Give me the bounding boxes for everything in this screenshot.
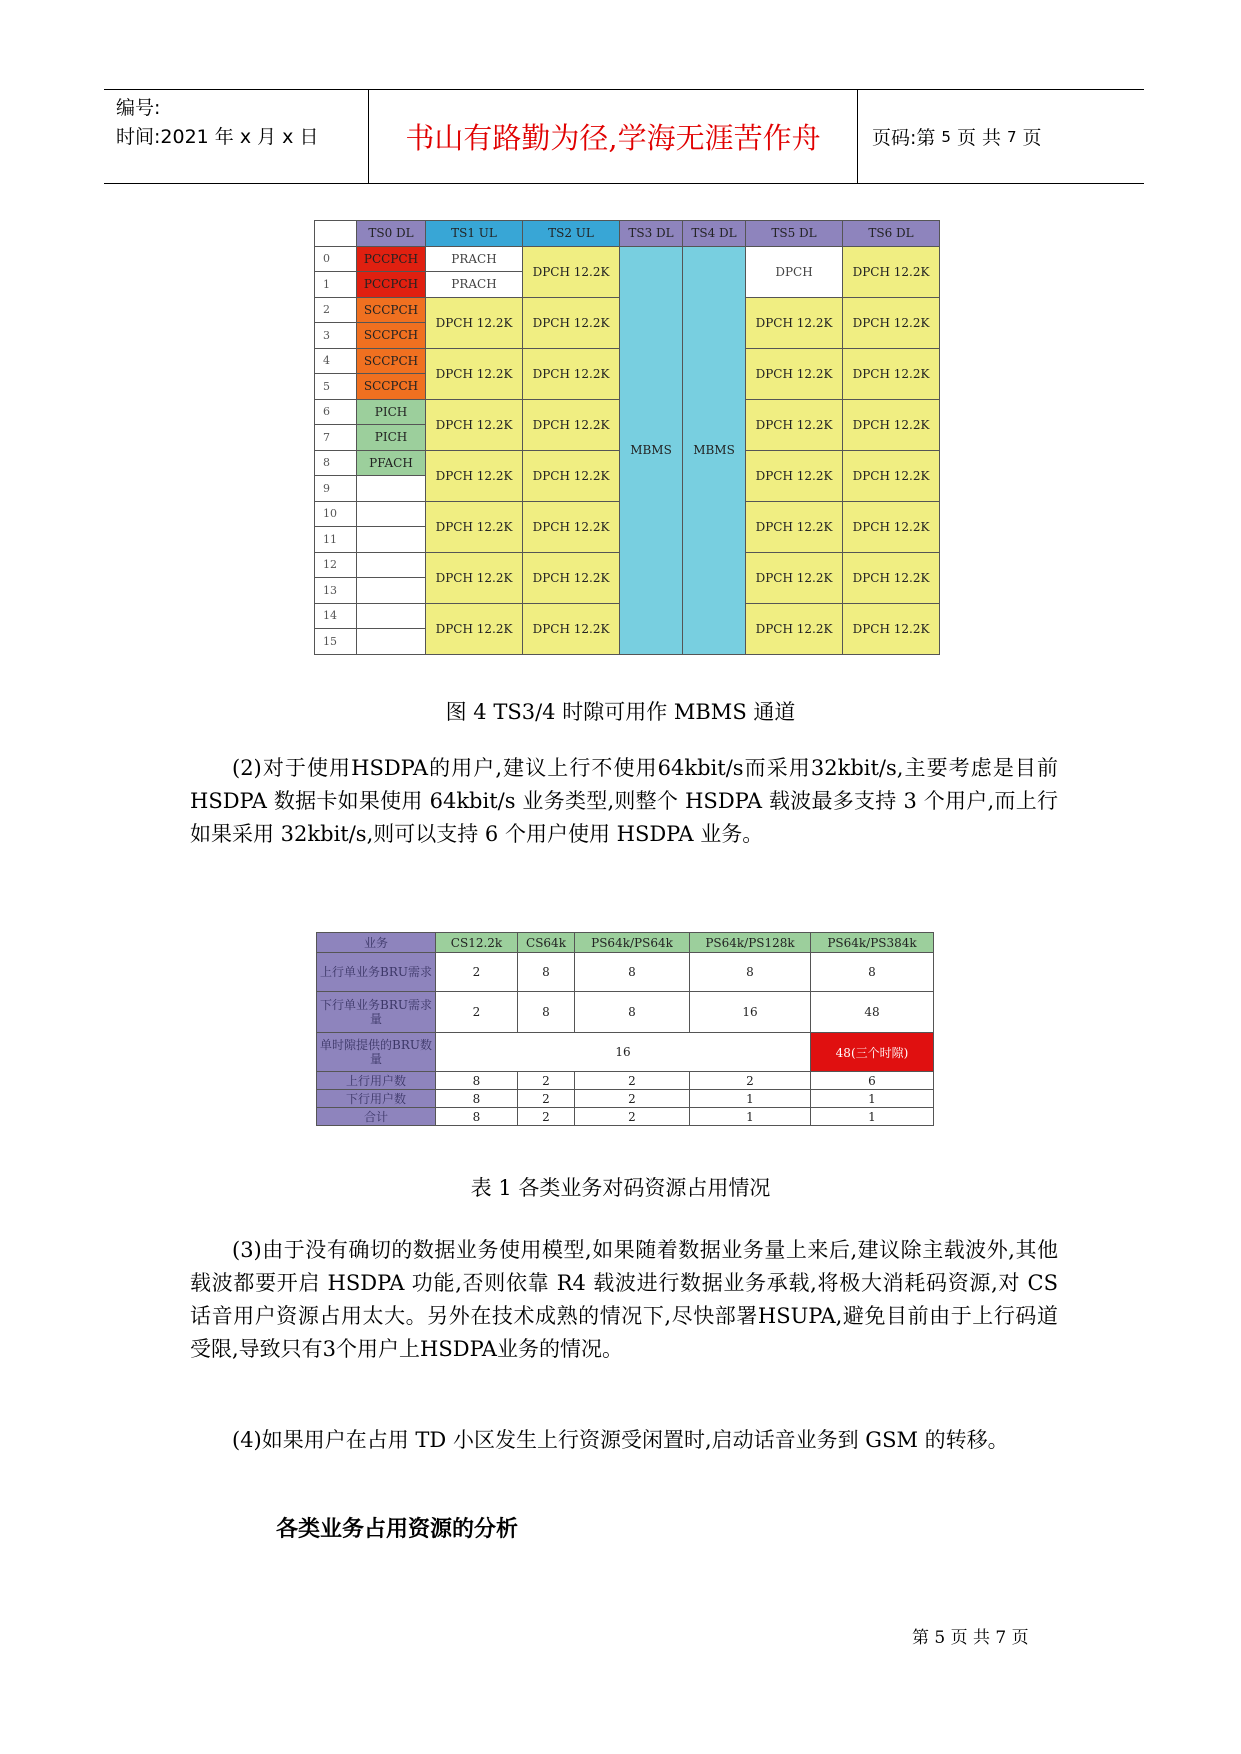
table-cell: 8 [575, 953, 690, 992]
row-number: 14 [315, 603, 357, 629]
ts0-channel: PICH [357, 399, 426, 425]
ts2-dpch: DPCH 12.2K [523, 501, 620, 552]
table-cell: 2 [575, 1108, 690, 1126]
table-cell: 1 [690, 1108, 811, 1126]
table-cell: 8 [436, 1090, 518, 1108]
table-cell: 8 [575, 992, 690, 1033]
ts6-dpch: DPCH 12.2K [843, 297, 940, 348]
header-motto: 书山有路勤为径,学海无涯苦作舟 [368, 90, 858, 183]
table-1 [316, 932, 934, 1126]
row-label: 上行用户数 [317, 1072, 436, 1090]
table-cell: 8 [811, 953, 934, 992]
ts0-channel: SCCPCH [357, 374, 426, 400]
ts5-dpch: DPCH 12.2K [746, 501, 843, 552]
ts5-dpch: DPCH 12.2K [746, 603, 843, 654]
row-number: 1 [315, 272, 357, 298]
page-footer: 第 5 页 共 7 页 [912, 1628, 1029, 1648]
ts5-dpch: DPCH 12.2K [746, 552, 843, 603]
row-number: 13 [315, 578, 357, 604]
ts0-channel: PCCPCH [357, 272, 426, 298]
header-ts5: TS5 DL [746, 221, 843, 247]
row-label: 下行用户数 [317, 1090, 436, 1108]
ts2-dpch: DPCH 12.2K [523, 450, 620, 501]
ts0-channel [357, 603, 426, 629]
ts0-channel [357, 578, 426, 604]
col-ps64-ps384: PS64k/PS384k [811, 933, 934, 953]
row-number: 12 [315, 552, 357, 578]
ts1-prach: PRACH [426, 246, 523, 272]
ts6-dpch: DPCH 12.2K [843, 450, 940, 501]
table-1-caption: 表 1 各类业务对码资源占用情况 [470, 1176, 771, 1200]
row-number: 10 [315, 501, 357, 527]
col-cs64: CS64k [518, 933, 575, 953]
ts1-dpch: DPCH 12.2K [426, 399, 523, 450]
ts0-channel [357, 527, 426, 553]
col-ps64-ps128: PS64k/PS128k [690, 933, 811, 953]
table-cell: 2 [518, 1108, 575, 1126]
header-ts3: TS3 DL [620, 221, 683, 247]
ts4-mbms: MBMS [683, 246, 746, 654]
ts1-prach: PRACH [426, 272, 523, 298]
ts2-dpch: DPCH 12.2K [523, 399, 620, 450]
table-cell: 8 [518, 992, 575, 1033]
ts2-dpch: DPCH 12.2K [523, 603, 620, 654]
ts6-dpch: DPCH 12.2K [843, 603, 940, 654]
table-cell: 2 [436, 992, 518, 1033]
ts2-dpch: DPCH 12.2K [523, 246, 620, 297]
ts0-channel [357, 629, 426, 655]
figure-4-timeslot-table [314, 220, 940, 655]
ts2-dpch: DPCH 12.2K [523, 297, 620, 348]
row-number: 2 [315, 297, 357, 323]
merged-cell: 16 [436, 1033, 811, 1072]
header-ts4: TS4 DL [683, 221, 746, 247]
table-cell: 1 [811, 1108, 934, 1126]
row-label: 上行单业务BRU需求 [317, 953, 436, 992]
table-cell: 2 [518, 1072, 575, 1090]
table-cell: 1 [811, 1090, 934, 1108]
header-ts0: TS0 DL [357, 221, 426, 247]
ts0-channel [357, 476, 426, 502]
ts1-dpch: DPCH 12.2K [426, 348, 523, 399]
row-label: 单时隙提供的BRU数量 [317, 1033, 436, 1072]
ts1-dpch: DPCH 12.2K [426, 552, 523, 603]
ts0-channel [357, 552, 426, 578]
row-number: 9 [315, 476, 357, 502]
row-number: 15 [315, 629, 357, 655]
row-label: 合计 [317, 1108, 436, 1126]
table-cell: 1 [690, 1090, 811, 1108]
ts5-dpch: DPCH 12.2K [746, 297, 843, 348]
ts0-channel: PICH [357, 425, 426, 451]
ts0-channel [357, 501, 426, 527]
paragraph-2: (2)对于使用HSDPA的用户,建议上行不使用64kbit/s而采用32kbit/s,主要考虑是目前 HSDPA 数据卡如果使用 64kbit/s 业务类型,则整个 HSDPA 载波最多支持 3 个用户,而上行如果采用 32kbit/s,则可以支持 6 个用户使用 HSDPA 业务。 [190, 756, 1058, 846]
table-cell: 2 [575, 1072, 690, 1090]
row-number: 11 [315, 527, 357, 553]
ts3-mbms: MBMS [620, 246, 683, 654]
ts0-channel: SCCPCH [357, 348, 426, 374]
ts0-channel: PCCPCH [357, 246, 426, 272]
ts5-dpch: DPCH 12.2K [746, 348, 843, 399]
header-ts2: TS2 UL [523, 221, 620, 247]
row-number: 4 [315, 348, 357, 374]
ts6-dpch: DPCH 12.2K [843, 246, 940, 297]
ts2-dpch: DPCH 12.2K [523, 552, 620, 603]
table-header-label: 业务 [317, 933, 436, 953]
table-cell: 8 [436, 1108, 518, 1126]
table-cell: 6 [811, 1072, 934, 1090]
ts2-dpch: DPCH 12.2K [523, 348, 620, 399]
table-cell: 2 [436, 953, 518, 992]
table-cell: 48 [811, 992, 934, 1033]
table-cell: 8 [436, 1072, 518, 1090]
row-number: 6 [315, 399, 357, 425]
col-ps64-ps64: PS64k/PS64k [575, 933, 690, 953]
row-label: 下行单业务BRU需求量 [317, 992, 436, 1033]
table-cell: 8 [690, 953, 811, 992]
ts0-channel: SCCPCH [357, 323, 426, 349]
paragraph-4: (4)如果用户在占用 TD 小区发生上行资源受闲置时,启动话音业务到 GSM 的转移。 [232, 1428, 1009, 1452]
ts1-dpch: DPCH 12.2K [426, 297, 523, 348]
header-page-info: 页码:第 5 页 共 7 页 [872, 127, 1042, 149]
ts6-dpch: DPCH 12.2K [843, 348, 940, 399]
row-number: 8 [315, 450, 357, 476]
ts5-dpch: DPCH 12.2K [746, 399, 843, 450]
table-cell: 2 [575, 1090, 690, 1108]
header-ts6: TS6 DL [843, 221, 940, 247]
row-number: 5 [315, 374, 357, 400]
ts6-dpch: DPCH 12.2K [843, 399, 940, 450]
number-label: 编号: [116, 97, 161, 119]
time-label: 时间:2021 年 x 月 x 日 [116, 126, 319, 148]
row-number: 7 [315, 425, 357, 451]
header-meta [116, 94, 318, 152]
row-number: 3 [315, 323, 357, 349]
col-cs12: CS12.2k [436, 933, 518, 953]
ts1-dpch: DPCH 12.2K [426, 501, 523, 552]
ts6-dpch: DPCH 12.2K [843, 501, 940, 552]
header-ts1: TS1 UL [426, 221, 523, 247]
row-number: 0 [315, 246, 357, 272]
ts5-dpch: DPCH [746, 246, 843, 297]
table-cell: 8 [518, 953, 575, 992]
highlighted-cell: 48(三个时隙) [811, 1033, 934, 1072]
page-header [104, 89, 1144, 184]
table-cell: 16 [690, 992, 811, 1033]
table-cell: 2 [518, 1090, 575, 1108]
ts0-channel: SCCPCH [357, 297, 426, 323]
ts6-dpch: DPCH 12.2K [843, 552, 940, 603]
figure-4-caption: 图 4 TS3/4 时隙可用作 MBMS 通道 [445, 700, 796, 724]
ts5-dpch: DPCH 12.2K [746, 450, 843, 501]
ts0-channel: PFACH [357, 450, 426, 476]
ts1-dpch: DPCH 12.2K [426, 450, 523, 501]
table-cell: 2 [690, 1072, 811, 1090]
ts1-dpch: DPCH 12.2K [426, 603, 523, 654]
paragraph-3: (3)由于没有确切的数据业务使用模型,如果随着数据业务量上来后,建议除主载波外,其他载波都要开启 HSDPA 功能,否则依靠 R4 载波进行数据业务承载,将极大消耗码资源,对 CS 话音用户资源占用太大。另外在技术成熟的情况下,尽快部署HSUPA,避免目前由于上行码道受限,导致只有3个用户上HSDPA业务的情况。 [190, 1238, 1058, 1361]
section-heading: 各类业务占用资源的分析 [276, 1517, 519, 1542]
